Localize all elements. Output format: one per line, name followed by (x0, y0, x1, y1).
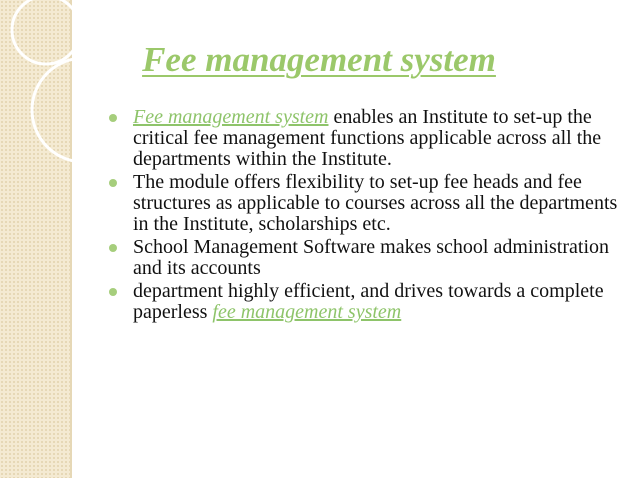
bullet-item (103, 237, 623, 279)
bullet-icon (109, 288, 117, 296)
fee-management-link[interactable]: Fee management system (133, 106, 329, 128)
bullet-icon (109, 114, 117, 122)
bullet-text: The module offers flexibility to set-up fee heads and fee structures as applicable to courses across all the departments in the Institute, scholarships etc. (133, 171, 618, 235)
bullet-item (103, 281, 623, 323)
bullet-item (103, 107, 623, 170)
bullet-icon (109, 179, 117, 187)
bullet-text: department highly efficient, and drives towards a complete paperless (133, 280, 604, 323)
fee-management-link[interactable]: fee management system (212, 301, 402, 323)
slide-title: Fee management system (142, 40, 496, 79)
bullet-item (103, 172, 623, 235)
bullet-icon (109, 244, 117, 252)
bullet-list (103, 107, 623, 325)
bullet-text: School Management Software makes school administration and its accounts (133, 236, 610, 279)
bullet-text: enables an Institute to set-up the critical fee management functions applicable across all the departments within the Institute. (133, 106, 602, 170)
